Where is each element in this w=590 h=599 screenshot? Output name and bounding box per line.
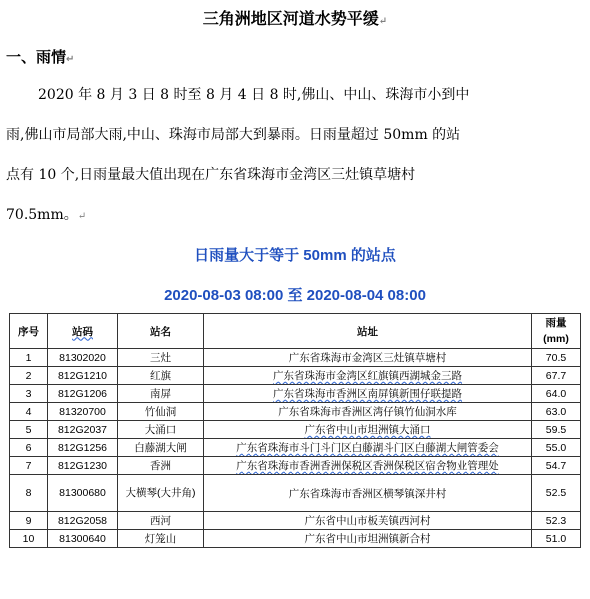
cell-code: 812G1210 <box>48 367 118 385</box>
paragraph-mark-icon: ↵ <box>77 211 87 222</box>
paragraph-line-4-text: 70.5mm。 <box>6 207 78 223</box>
table-row <box>10 439 581 457</box>
cell-index: 5 <box>10 421 48 439</box>
table-row <box>10 457 581 475</box>
cell-address: 广东省珠海市香洲区湾仔镇竹仙洞水库 <box>204 403 532 421</box>
cell-index: 8 <box>10 475 48 512</box>
paragraph-line-3: 点有 10 个,日雨量最大值出现在广东省珠海市金湾区三灶镇草塘村 <box>6 167 416 183</box>
section-heading-text: 一、雨情 <box>6 48 67 66</box>
cell-address-text: 广东省珠海市金湾区红旗镇西湖城金三路 <box>273 370 462 382</box>
cell-address: 广东省中山市坦洲镇新合村 <box>204 530 532 548</box>
cell-name: 白藤湖大闸 <box>118 439 204 457</box>
table-row <box>10 367 581 385</box>
cell-name: 西河 <box>118 512 204 530</box>
cell-address <box>204 367 532 385</box>
section-heading <box>6 46 74 67</box>
cell-name: 红旗 <box>118 367 204 385</box>
rainfall-stations-table <box>9 313 581 548</box>
column-header-rain-label: 雨量 <box>545 317 567 329</box>
cell-code: 812G2037 <box>48 421 118 439</box>
cell-name: 大涌口 <box>118 421 204 439</box>
cell-index: 9 <box>10 512 48 530</box>
cell-address <box>204 421 532 439</box>
cell-rain: 63.0 <box>532 403 581 421</box>
cell-rain: 51.0 <box>532 530 581 548</box>
cell-address <box>204 385 532 403</box>
table-row <box>10 349 581 367</box>
cell-rain: 59.5 <box>532 421 581 439</box>
paragraph-mark-icon: ↵ <box>66 54 75 65</box>
paragraph-line-4 <box>6 204 86 224</box>
table-row <box>10 385 581 403</box>
cell-rain: 64.0 <box>532 385 581 403</box>
cell-address-text: 广东省珠海市香洲香洲保税区香洲保税区宿舍物业管理处 <box>236 460 499 472</box>
cell-rain: 54.7 <box>532 457 581 475</box>
paragraph-line-2: 雨,佛山市局部大雨,中山、珠海市局部大到暴雨。日雨量超过 50mm 的站 <box>6 127 461 143</box>
table-row <box>10 512 581 530</box>
cell-rain: 67.7 <box>532 367 581 385</box>
cell-index: 10 <box>10 530 48 548</box>
cell-index: 1 <box>10 349 48 367</box>
cell-address: 广东省中山市板芙镇西河村 <box>204 512 532 530</box>
cell-name: 竹仙洞 <box>118 403 204 421</box>
paragraph-mark-icon: ↵ <box>378 16 388 27</box>
cell-code: 81300680 <box>48 475 118 512</box>
cell-name: 三灶 <box>118 349 204 367</box>
column-header-code <box>48 314 118 349</box>
cell-rain: 70.5 <box>532 349 581 367</box>
table-row <box>10 403 581 421</box>
cell-address <box>204 457 532 475</box>
table-subtitle: 2020-08-03 08:00 至 2020-08-04 08:00 <box>164 287 426 304</box>
cell-address: 广东省珠海市金湾区三灶镇草塘村 <box>204 349 532 367</box>
cell-index: 7 <box>10 457 48 475</box>
cell-address <box>204 439 532 457</box>
cell-code: 81320700 <box>48 403 118 421</box>
cell-code: 812G1256 <box>48 439 118 457</box>
cell-index: 2 <box>10 367 48 385</box>
cell-index: 3 <box>10 385 48 403</box>
table-row <box>10 421 581 439</box>
document-title-text: 三角洲地区河道水势平缓 <box>202 9 379 28</box>
cell-code: 812G1230 <box>48 457 118 475</box>
table-title: 日雨量大于等于 50mm 的站点 <box>194 247 396 264</box>
cell-code: 812G2058 <box>48 512 118 530</box>
cell-code: 81302020 <box>48 349 118 367</box>
cell-address-text: 广东省中山市坦洲镇大涌口 <box>304 424 431 436</box>
column-header-code-text: 站码 <box>72 325 93 338</box>
cell-rain: 52.3 <box>532 512 581 530</box>
column-header-rain-unit: (mm) <box>543 333 569 345</box>
cell-name: 灯笼山 <box>118 530 204 548</box>
cell-code: 81300640 <box>48 530 118 548</box>
column-header-name: 站名 <box>118 314 204 349</box>
table-row <box>10 475 581 512</box>
cell-index: 4 <box>10 403 48 421</box>
table-row <box>10 530 581 548</box>
cell-name: 南屏 <box>118 385 204 403</box>
cell-rain: 55.0 <box>532 439 581 457</box>
cell-rain: 52.5 <box>532 475 581 512</box>
document-title <box>0 6 590 29</box>
cell-index: 6 <box>10 439 48 457</box>
cell-name: 大横琴(大井角) <box>118 475 204 512</box>
cell-name: 香洲 <box>118 457 204 475</box>
cell-address: 广东省珠海市香洲区横琴镇深井村 <box>204 475 532 512</box>
cell-code: 812G1206 <box>48 385 118 403</box>
cell-address-text: 广东省珠海市斗门斗门区白藤湖斗门区白藤湖大闸管委会 <box>236 442 499 454</box>
column-header-address: 站址 <box>204 314 532 349</box>
column-header-index: 序号 <box>10 314 48 349</box>
paragraph-line-1: 2020 年 8 月 3 日 8 时至 8 月 4 日 8 时,佛山、中山、珠海市小到中 <box>38 87 470 103</box>
column-header-rain <box>532 314 581 349</box>
table-header-row <box>10 314 581 349</box>
cell-address-text: 广东省珠海市香洲区南屏镇新围仔联提路 <box>273 388 462 400</box>
